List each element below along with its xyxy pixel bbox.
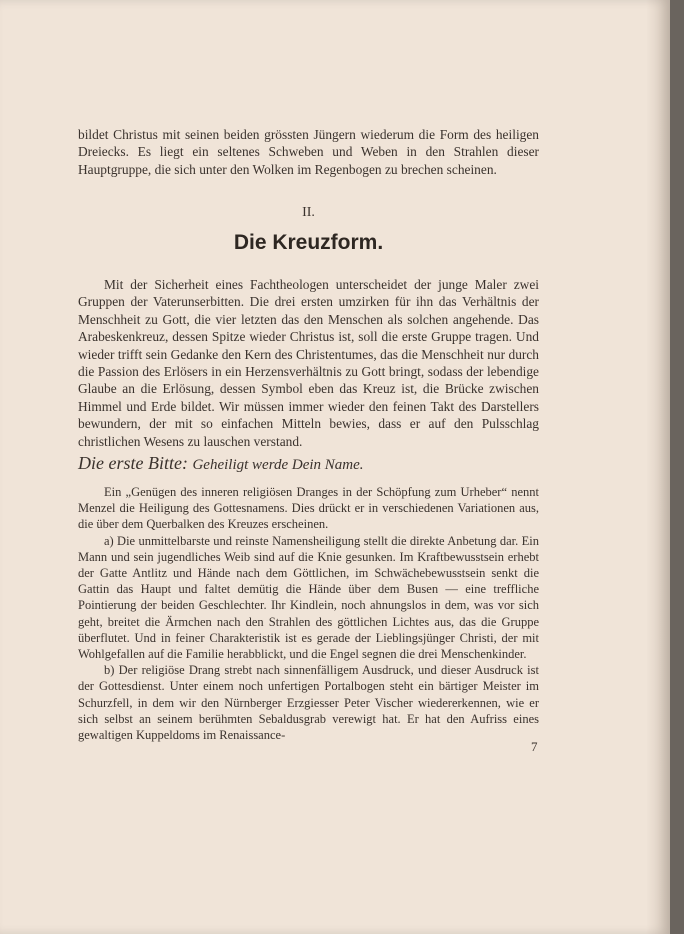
body-paragraph: a) Die unmittelbarste und reinste Namensheiligung stellt die direkte Anbetung dar. Ein Mann und sein jugendliches Weib sind auf die Knie gesunken. Im Kraftbewusstsein erhebt der Gatte Antlitz und Hände nach dem Göttlichen, im Schwächebewusstsein senkt die Gattin das Haupt und faltet demütig die Hände über dem Busen — eine treffliche Pointierung der beiden Geschlechter. Ihr Kindlein, noch ahnungslos in dem, was vor sich geht, breitet die Ärmchen nach den Strahlen des göttlichen Lichtes aus, das die Gruppe überflutet. Und in feiner Charakteristik ist es gerade der Lieblingsjünger Christi, der mit Wohlgefallen auf die Familie herabblickt, und die Engel segnen die drei Menschenkinder.: [78, 533, 539, 662]
subsection-heading: [78, 453, 548, 474]
intro-paragraph: [78, 126, 539, 178]
section-paragraph-text: Mit der Sicherheit eines Fachtheologen unterscheidet der junge Maler zwei Gruppen der Vaterunserbitten. Die drei ersten umzirken für ihn das Verhältnis der Menschheit zu Gott, die vier letzten das den Menschen als solchen angehende. Das Arabeskenkreuz, dessen Spitze wieder Christus ist, soll die erste Gruppe tragen. Und wieder trifft sein Gedanke den Kern des Christentumes, das die Menschheit nur durch die Passion des Erlösers in ein Herzensverhältnis zu Gott bringt, sodass der lebendige Glaube an die Erlösung, dessen Symbol eben das Kreuz ist, die Brücke zwischen Himmel und Erde bildet. Wir müssen immer wieder den feinen Takt des Darstellers bewundern, der mit so einfachen Mitteln bewies, dass er auf den Pulsschlag christlichen Wesens zu lauschen verstand.: [78, 277, 539, 449]
body-paragraph: b) Der religiöse Drang strebt nach sinnenfälligem Ausdruck, und dieser Ausdruck ist der Gottesdienst. Unter einem noch unfertigen Portalbogen steht ein bärtiger Meister im Schurzfell, in dem wir den Nürnberger Erzgiesser Peter Vischer wiedererkennen, wie er sich selbst an seinem berühmten Sebaldusgrab verewigt hat. Er hat den Aufriss eines gewaltigen Kuppeldoms im Renaissance-: [78, 663, 539, 743]
subsection-title: Die erste Bitte:: [78, 453, 188, 473]
subsection-subtitle: Geheiligt werde Dein Name.: [192, 457, 364, 473]
body-paragraphs: [78, 484, 539, 743]
intro-text: bildet Christus mit seinen beiden grössten Jüngern wiederum die Form des heiligen Dreiecks. Es liegt ein seltenes Schweben und Weben in den Strahlen dieser Hauptgruppe, die sich unter den Wolken im Regenbogen zu brechen scheinen.: [78, 127, 539, 177]
section-number: II.: [302, 205, 315, 220]
section-title: Die Kreuzform.: [233, 231, 384, 254]
section-paragraph: [78, 276, 539, 450]
body-paragraph: Ein „Genügen des inneren religiösen Dranges in der Schöpfung zum Urheber“ nennt Menzel die Heiligung des Gottesnamens. Dies drückt er in verschiedenen Variationen aus, die über dem Querbalken des Kreuzes erscheinen.: [78, 485, 539, 532]
page-number: 7: [531, 739, 538, 754]
